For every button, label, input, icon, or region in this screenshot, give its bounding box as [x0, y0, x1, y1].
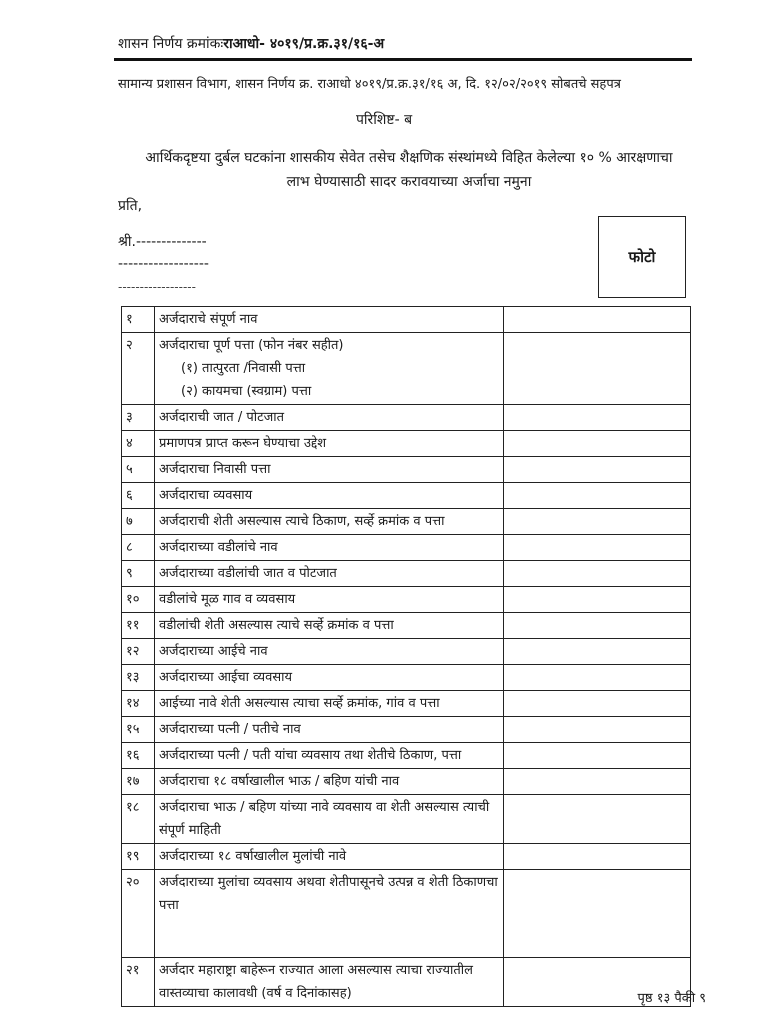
row-label: [155, 665, 504, 691]
answer-field[interactable]: [504, 587, 691, 613]
answer-field[interactable]: [504, 561, 691, 587]
row-label-text: अर्जदाराच्या वडीलांची जात व पोटजात: [159, 566, 337, 581]
table-row: [122, 795, 691, 844]
row-label: [155, 870, 504, 958]
row-sub-item: (२) कायमचा (स्वग्राम) पत्ता: [181, 384, 312, 399]
row-label-text: वडीलांचे मूळ गाव व व्यवसाय: [159, 592, 296, 607]
row-label-text: अर्जदाराच्या आईचा व्यवसाय: [159, 670, 293, 685]
row-label-text: अर्जदाराचा निवासी पत्ता: [159, 462, 271, 477]
row-label-text: अर्जदाराचा भाऊ / बहिण यांच्या नावे व्यवसाय वा शेती असल्यास त्याची संपूर्ण माहिती: [159, 800, 490, 838]
header-rule: [114, 58, 692, 61]
row-label-text: आईच्या नावे शेती असल्यास त्याचा सर्व्हे क्रमांक, गांव व पत्ता: [159, 696, 440, 711]
row-number: ४: [122, 431, 155, 457]
row-label-text: अर्जदाराच्या पत्नी / पतीचे नाव: [159, 722, 301, 737]
photo-label: फोटो: [628, 248, 656, 266]
table-row: [122, 844, 691, 870]
row-label: [155, 561, 504, 587]
answer-field[interactable]: [504, 639, 691, 665]
row-number: ३: [122, 405, 155, 431]
page-footer: पृष्ठ १३ पैकी ९: [637, 991, 706, 1006]
answer-field[interactable]: [504, 870, 691, 958]
reference-line: सामान्य प्रशासन विभाग, शासन निर्णय क्र. राआधो ४०१९/प्र.क्र.३१/१६ अ, दि. १२/०२/२०१९ सोबतचे सहपत्र: [118, 77, 621, 92]
table-row: [122, 769, 691, 795]
row-label: [155, 795, 504, 844]
table-row: [122, 561, 691, 587]
row-label: [155, 483, 504, 509]
row-label: [155, 405, 504, 431]
address-line-2: ------------------: [118, 256, 209, 272]
row-number: ५: [122, 457, 155, 483]
row-label: [155, 639, 504, 665]
row-number: १३: [122, 665, 155, 691]
row-sub-item: (१) तात्पुरता /निवासी पत्ता: [181, 361, 306, 376]
table-row: [122, 509, 691, 535]
row-label-text: प्रमाणपत्र प्राप्त करून घेण्याचा उद्देश: [159, 436, 327, 451]
table-row: [122, 483, 691, 509]
answer-field[interactable]: [504, 691, 691, 717]
intro-line-2: लाभ घेण्यासाठी सादर करावयाच्या अर्जाचा नमुना: [286, 174, 532, 190]
header-line: [118, 34, 384, 53]
answer-field[interactable]: [504, 457, 691, 483]
address-line-1: श्री.--------------: [118, 234, 207, 250]
table-row: [122, 613, 691, 639]
row-label-text: अर्जदाराचा व्यवसाय: [159, 488, 253, 503]
row-label: [155, 431, 504, 457]
row-label: [155, 587, 504, 613]
answer-field[interactable]: [504, 431, 691, 457]
row-number: ९: [122, 561, 155, 587]
answer-field[interactable]: [504, 483, 691, 509]
row-label: [155, 844, 504, 870]
table-row: [122, 307, 691, 333]
row-label-text: अर्जदाराचा १८ वर्षाखालील भाऊ / बहिण यांची नाव: [159, 774, 400, 789]
answer-field[interactable]: [504, 535, 691, 561]
answer-field[interactable]: [504, 769, 691, 795]
row-label: [155, 743, 504, 769]
row-number: १४: [122, 691, 155, 717]
row-label-text: वडीलांची शेती असल्यास त्याचे सर्व्हे क्रमांक व पत्ता: [159, 618, 394, 633]
to-label: प्रति,: [118, 198, 143, 214]
table-row: [122, 870, 691, 958]
row-label: [155, 691, 504, 717]
row-label-text: अर्जदाराच्या १८ वर्षाखालील मुलांची नावे: [159, 849, 347, 864]
header-code: राआधो- ४०१९/प्र.क्र.३१/१६-अ: [223, 36, 385, 52]
header-prefix: शासन निर्णय क्रमांकः: [118, 36, 224, 52]
table-row: [122, 639, 691, 665]
row-label-text: अर्जदार महाराष्ट्रा बाहेरून राज्यात आला असल्यास त्याचा राज्यातील वास्तव्याचा कालावधी (वर्ष व दिनांकासह): [159, 963, 473, 1001]
row-label: [155, 333, 504, 405]
row-label-text: अर्जदाराची शेती असल्यास त्याचे ठिकाण, सर्व्हे क्रमांक व पत्ता: [159, 514, 445, 529]
row-label-text: अर्जदाराचा पूर्ण पत्ता (फोन नंबर सहीत): [159, 338, 344, 353]
row-number: १९: [122, 844, 155, 870]
row-label: [155, 509, 504, 535]
table-row: [122, 405, 691, 431]
row-label: [155, 535, 504, 561]
row-number: २: [122, 333, 155, 405]
row-label: [155, 958, 504, 1007]
table-row: [122, 691, 691, 717]
address-line-3: ------------------: [118, 280, 196, 294]
annex-title: परिशिष्ट- ब: [355, 112, 413, 128]
answer-field[interactable]: [504, 844, 691, 870]
row-label-text: अर्जदाराच्या आईचे नाव: [159, 644, 268, 659]
row-number: १२: [122, 639, 155, 665]
answer-field[interactable]: [504, 795, 691, 844]
answer-field[interactable]: [504, 307, 691, 333]
row-number: १: [122, 307, 155, 333]
table-row: [122, 665, 691, 691]
row-label-text: अर्जदाराचे संपूर्ण नाव: [159, 312, 258, 327]
answer-field[interactable]: [504, 665, 691, 691]
answer-field[interactable]: [504, 613, 691, 639]
row-number: ६: [122, 483, 155, 509]
row-label: [155, 613, 504, 639]
form-intro: [114, 146, 704, 194]
row-label-text: अर्जदाराच्या वडीलांचे नाव: [159, 540, 278, 555]
row-label-text: अर्जदाराची जात / पोटजात: [159, 410, 285, 425]
application-form-table: [121, 306, 691, 1007]
row-number: ८: [122, 535, 155, 561]
row-number: १७: [122, 769, 155, 795]
row-number: १६: [122, 743, 155, 769]
row-label-text: अर्जदाराच्या पत्नी / पती यांचा व्यवसाय तथा शेतीचे ठिकाण, पत्ता: [159, 748, 462, 763]
intro-line-1: आर्थिकदृष्टया दुर्बल घटकांना शासकीय सेवेत तसेच शैक्षणिक संस्थांमध्ये विहित केलेल्या १० % आरक्षणाचा: [145, 150, 673, 166]
row-number: २०: [122, 870, 155, 958]
answer-field[interactable]: [504, 717, 691, 743]
row-label: [155, 717, 504, 743]
answer-field[interactable]: [504, 743, 691, 769]
row-label: [155, 769, 504, 795]
table-row: [122, 457, 691, 483]
row-number: २१: [122, 958, 155, 1007]
table-row: [122, 717, 691, 743]
row-label: [155, 457, 504, 483]
table-row: [122, 431, 691, 457]
answer-field[interactable]: [504, 405, 691, 431]
table-row: [122, 743, 691, 769]
table-row: [122, 587, 691, 613]
row-label-text: अर्जदाराच्या मुलांचा व्यवसाय अथवा शेतीपासूनचे उत्पन्न व शेती ठिकाणचा पत्ता: [159, 875, 498, 913]
table-row: [122, 958, 691, 1007]
row-number: १०: [122, 587, 155, 613]
table-row: [122, 535, 691, 561]
row-label: [155, 307, 504, 333]
row-number: ११: [122, 613, 155, 639]
answer-field[interactable]: [504, 333, 691, 405]
row-number: १८: [122, 795, 155, 844]
row-number: ७: [122, 509, 155, 535]
photo-box: [598, 216, 686, 298]
table-row: [122, 333, 691, 405]
answer-field[interactable]: [504, 509, 691, 535]
row-number: १५: [122, 717, 155, 743]
